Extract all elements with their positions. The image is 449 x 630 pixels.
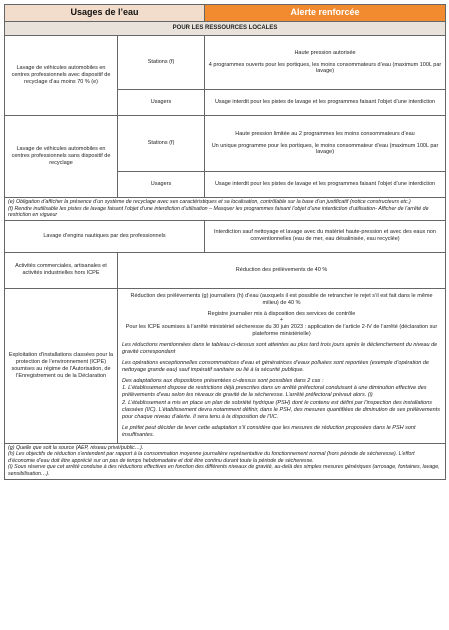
usagers-label: Usagers: [118, 90, 205, 116]
icpe-rules: [118, 288, 446, 443]
icpe-cas-1: 1. L’établissement dispose de restrictions déjà prescrites dans un arrêté préfectoral conduisant à une diminution effective des prélèvements d’eau selon les niveaux de gravité de la sécheresse. L’arrêté préfectoral prévaut alors. (i): [122, 385, 427, 399]
usagers-rule: Usage interdit pour les pistes de lavage et les programmes faisant l’objet d’une interdiction: [205, 172, 446, 198]
rule-text: 4 programmes ouverts pour les portiques, les moins consommateurs d’eau (maximum 100L par lavage): [208, 61, 442, 75]
section-ressources-locales: POUR LES RESSOURCES LOCALES: [5, 22, 446, 36]
note-f: (f) Rendre inutilisable les pistes de lavage faisant l’objet d’une interdiction d’utilisation – Masquer les programmes faisant l’objet d’une interdiction d’utilisation- Afficher de l’arrêté de restriction en vigueur: [8, 205, 429, 219]
icpe-cas-2: 2. L’établissement a mis en place un plan de sobriété hydrique (PSH) dont le contenu est défini par l’inspection des installations classées (IIC). L’établissement devra notamment définir, dans le PSH, des mesures quantifiées de diminution de ses prélèvements pour chaque niveau d’alerte. Il sera tenu à la disposition de l’IIC.: [122, 400, 440, 420]
note-h: (h) Les objectifs de réduction s’entendent par rapport à la consommation moyenne journalière représentative du fonctionnement normal (hors période de sécheresse). L’effort d’économie d’eau doit être apprécié sur un pas de temps hebdomadaire et doit être continu durant toute la période de sécheresse.: [8, 451, 415, 464]
icpe-arrete: Pour les ICPE soumises à l’arrêté ministériel sécheresse du 30 juin 2023 : application de l’article 2-IV de l’arrêté (déclaration sur plateforme ministérielle): [125, 324, 438, 338]
stations-label: Stations (f): [118, 36, 205, 90]
note-e: (e) Obligation d’afficher la présence d’un système de recyclage avec ses caractéristiques et sa localisation, contrôlable sur la base d’un justificatif (notice constructeurs etc.): [8, 199, 411, 205]
header-row: [5, 5, 446, 22]
stations-rule: [205, 116, 446, 172]
stations-rule: [205, 36, 446, 90]
usagers-label: Usagers: [118, 172, 205, 198]
header-alerte: Alerte renforcée: [205, 5, 446, 22]
row-label-icpe: Exploitation d’installations classées pour la protection de l’environnement (ICPE) soumises au régime de l’Autorisation, de l’Enregistrement ou de la Déclaration: [5, 288, 118, 443]
activites-rule: Réduction des prélèvements de 40 %: [118, 252, 446, 288]
icpe-registre: Registre journalier mis à disposition des services de contrôle: [207, 310, 356, 317]
icpe-reduction: Réduction des prélèvements (g) journaliers (h) d’eau (auxquels il est possible de retrancher le rejet s’il est fait dans le même milieu) de 40 %: [130, 292, 433, 306]
usagers-rule: Usage interdit pour les pistes de lavage et les programmes faisant l’objet d’une interdiction: [205, 90, 446, 116]
stations-label: Stations (f): [118, 116, 205, 172]
row-label-lavage-recyclage: Lavage de véhicules automobiles en centres professionnels avec dispositif de recyclage d’au moins 70 % (e): [5, 36, 118, 116]
row-label-lavage-sans-recyclage: Lavage de véhicules automobiles en centres professionnels sans dispositif de recyclage: [5, 116, 118, 198]
row-label-activites: Activités commerciales, artisanales et activités industrielles hors ICPE: [5, 252, 118, 288]
rule-text: Haute pression autorisée: [294, 49, 356, 56]
nautiques-rule: Interdiction sauf nettoyage et lavage avec du matériel haute-pression et avec des eaux non conventionnelles (eau de mer, eau désalinisée, eau recyclée): [205, 220, 446, 252]
notes-g-h-i: [5, 443, 446, 479]
note-g: (g) Quelle que soit la source (AEP, réseau privé/public…).: [8, 444, 144, 451]
restrictions-table: [4, 4, 446, 480]
icpe-adaptations: Des adaptations aux dispositions présentées ci-dessus sont possibles dans 2 cas :: [122, 377, 324, 384]
icpe-plus: +: [279, 317, 284, 324]
header-usages: Usages de l’eau: [5, 5, 205, 22]
notes-e-f: [5, 198, 446, 221]
rule-text: Un unique programme pour les portiques, le moins consommateur d’eau (maximum 100L par lavage): [211, 142, 439, 156]
icpe-delai: Les réductions mentionnées dans le tableau ci-dessus sont atteintes au plus tard trois jours après le déclenchement du niveau de gravité correspondant: [122, 342, 438, 355]
rule-text: Haute pression limitée au 2 programmes les moins consommateurs d’eau: [235, 130, 415, 137]
icpe-prefet: Le préfet peut décider de lever cette adaptation s’il considère que les mesures de réduction proposées dans le PSH sont insuffisantes.: [122, 424, 416, 438]
row-label-nautiques: Lavage d’engins nautiques par des professionnels: [5, 220, 205, 252]
icpe-operations: Les opérations exceptionnelles consommatrices d’eau et génératrices d’eaux polluées sont reportées (exemple d’opération de nettoyage grande eau) sauf impératif sanitaire ou lié à la sécurité publique.: [122, 359, 429, 373]
note-i: (i) Sous réserve que cet arrêté conduise à des réductions effectives en fonction des différents niveaux de gravité, au-delà des simples mesures génériques (arrosage, fontaines, lavage, sensibilisation…).: [8, 464, 440, 478]
